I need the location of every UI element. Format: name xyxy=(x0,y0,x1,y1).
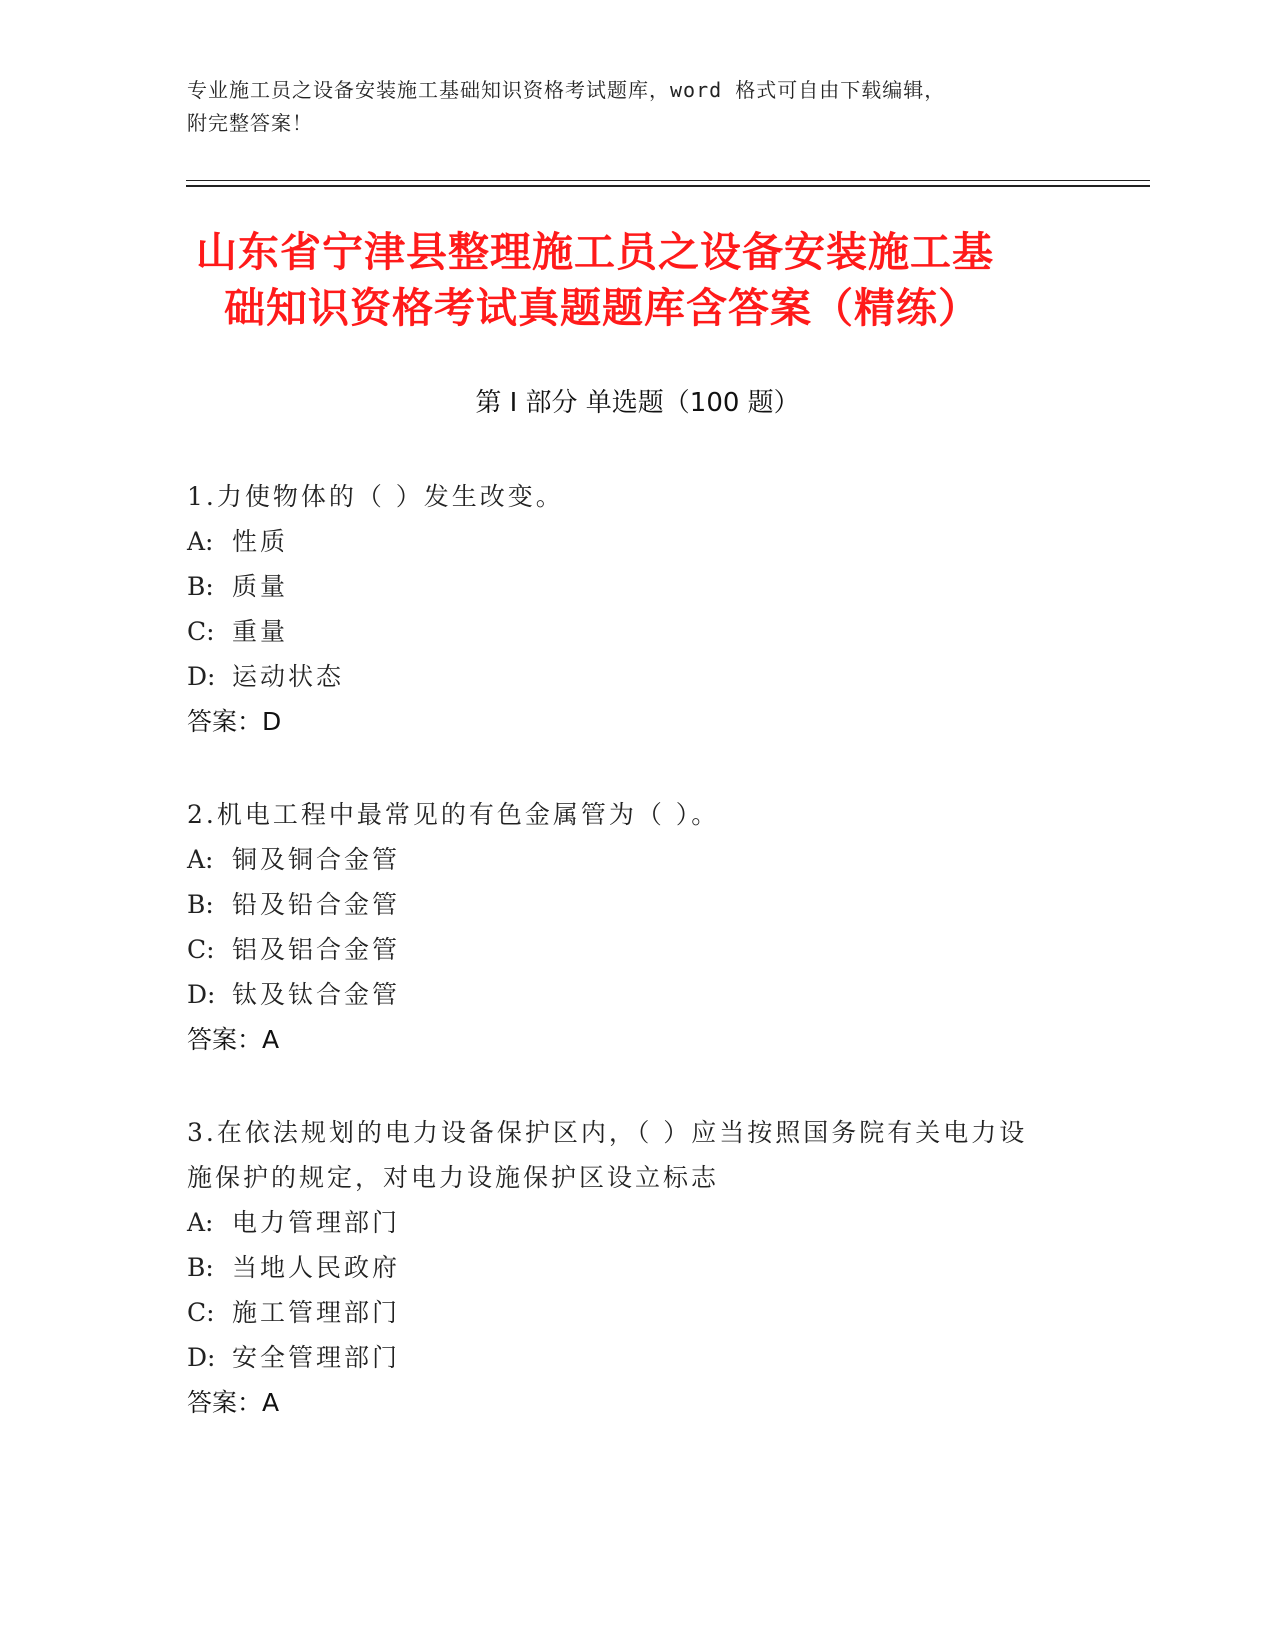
option-key: B: xyxy=(187,572,214,601)
option-key: A: xyxy=(187,845,214,874)
option-key: D: xyxy=(187,1343,216,1372)
option-b xyxy=(187,564,1087,609)
option-d xyxy=(187,972,1087,1017)
option-a xyxy=(187,1200,1087,1245)
option-text: 质量 xyxy=(232,572,289,601)
question-3 xyxy=(187,1110,1087,1425)
option-text: 铅及铅合金管 xyxy=(232,890,401,919)
option-d xyxy=(187,654,1087,699)
option-key: C: xyxy=(187,1298,215,1327)
question-stem-line1: 3.在依法规划的电力设备保护区内，（ ）应当按照国务院有关电力设 xyxy=(187,1118,1028,1147)
option-c xyxy=(187,927,1087,972)
header-note xyxy=(187,74,1087,140)
question-stem: 1.力使物体的（ ）发生改变。 xyxy=(187,482,564,511)
answer: 答案：A xyxy=(187,1025,280,1054)
option-key: B: xyxy=(187,890,214,919)
question-stem-line2: 施保护的规定，对电力设施保护区设立标志 xyxy=(187,1163,720,1192)
option-key: B: xyxy=(187,1253,214,1282)
option-d xyxy=(187,1335,1087,1380)
question-1 xyxy=(187,474,1087,744)
option-text: 铝及铝合金管 xyxy=(232,935,401,964)
answer: 答案：D xyxy=(187,707,282,736)
option-key: A: xyxy=(187,527,214,556)
option-text: 施工管理部门 xyxy=(232,1298,401,1327)
answer: 答案：A xyxy=(187,1388,280,1417)
document-title xyxy=(196,224,1096,336)
option-text: 安全管理部门 xyxy=(232,1343,401,1372)
section-title: 第 I 部分 单选题（100 题） xyxy=(475,388,800,418)
document-title-line2: 础知识资格考试真题题库含答案（精练） xyxy=(224,284,980,332)
header-note-line2: 附完整答案！ xyxy=(187,111,313,135)
header-note-line1: 专业施工员之设备安装施工基础知识资格考试题库，word 格式可自由下载编辑， xyxy=(187,78,946,102)
option-a xyxy=(187,519,1087,564)
option-text: 重量 xyxy=(232,617,289,646)
option-key: D: xyxy=(187,980,216,1009)
option-b xyxy=(187,882,1087,927)
option-text: 钛及钛合金管 xyxy=(232,980,401,1009)
option-text: 性质 xyxy=(232,527,289,556)
option-key: A: xyxy=(187,1208,214,1237)
header-divider-thin xyxy=(186,180,1150,181)
option-a xyxy=(187,837,1087,882)
option-text: 电力管理部门 xyxy=(232,1208,401,1237)
option-text: 铜及铜合金管 xyxy=(232,845,401,874)
option-key: C: xyxy=(187,935,215,964)
option-key: D: xyxy=(187,662,216,691)
question-2 xyxy=(187,792,1087,1062)
question-stem: 2.机电工程中最常见的有色金属管为（ ）。 xyxy=(187,800,720,829)
header-divider-thick xyxy=(186,185,1150,187)
option-c xyxy=(187,609,1087,654)
option-b xyxy=(187,1245,1087,1290)
option-text: 运动状态 xyxy=(232,662,345,691)
option-text: 当地人民政府 xyxy=(232,1253,401,1282)
option-c xyxy=(187,1290,1087,1335)
document-title-line1: 山东省宁津县整理施工员之设备安装施工基 xyxy=(196,228,994,276)
option-key: C: xyxy=(187,617,215,646)
